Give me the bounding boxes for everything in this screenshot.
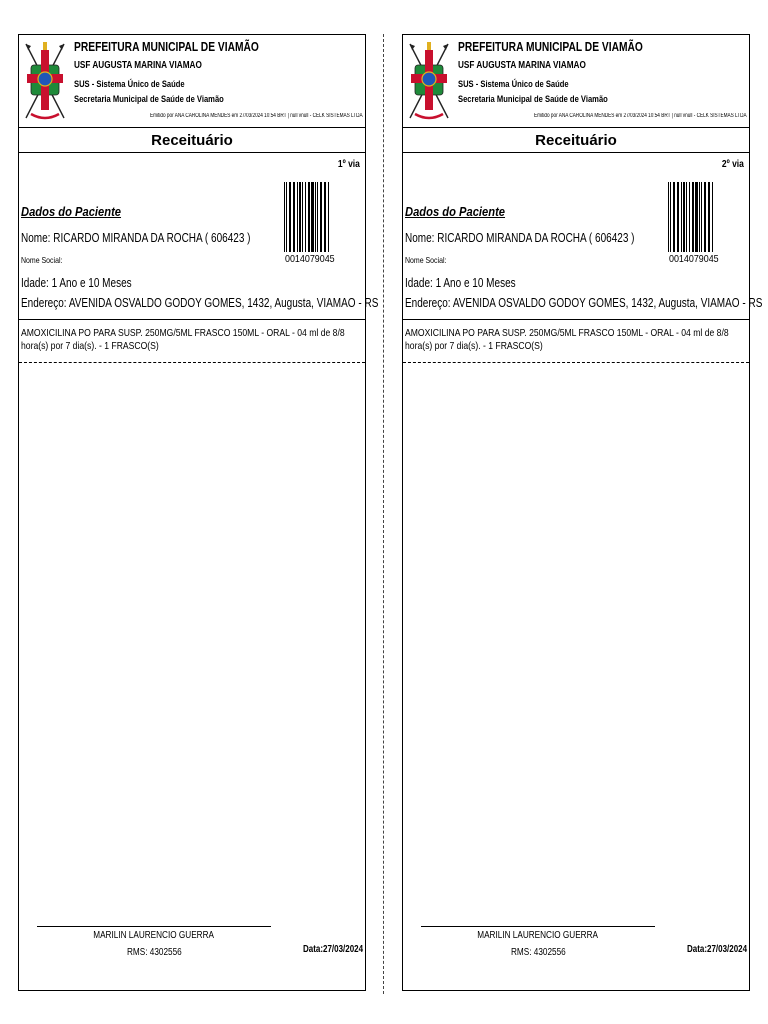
system-name: SUS - Sistema Único de Saúde: [74, 79, 185, 90]
issued-by-note: Emitido por ANA CAROLINA MENDES em 27/03/2024 10:54 BRT | null vnull - CELK SISTEMAS LTDA: [534, 113, 747, 119]
org-name: PREFEITURA MUNICIPAL DE VIAMÃO: [74, 40, 259, 54]
patient-name: Nome: RICARDO MIRANDA DA ROCHA ( 606423 ): [405, 231, 635, 245]
barcode-bar: [677, 182, 679, 252]
barcode: [668, 182, 716, 252]
barcode-bar: [305, 182, 306, 252]
barcode: [284, 182, 332, 252]
divider: [403, 152, 749, 153]
prescription-copy-1: [18, 34, 379, 991]
barcode-bar: [284, 182, 285, 252]
divider: [19, 319, 365, 320]
barcode-bar: [708, 182, 710, 252]
dashed-divider: [19, 362, 365, 363]
patient-social-name: Nome Social:: [21, 255, 63, 265]
prescription-date: Data:27/03/2024: [686, 944, 747, 955]
issued-by-note: Emitido por ANA CAROLINA MENDES em 27/03/2024 10:54 BRT | null vnull - CELK SISTEMAS LTDA: [150, 113, 363, 119]
barcode-bar: [712, 182, 713, 252]
barcode-bar: [695, 182, 698, 252]
barcode-bar: [681, 182, 682, 252]
header: [19, 35, 365, 128]
medication-line: AMOXICILINA PO PARA SUSP. 250MG/5ML FRASCO 150ML - ORAL - 04 ml de 8/8 hora(s) por 7 dia(s). - 1 FRASCO(S): [21, 327, 345, 352]
divider: [403, 319, 749, 320]
via-label: 2º via: [721, 159, 744, 170]
barcode-bar: [704, 182, 706, 252]
signature-line: [37, 926, 271, 927]
barcode-number: 0014079045: [669, 253, 719, 265]
barcode-bar: [311, 182, 314, 252]
unit-name: USF AUGUSTA MARINA VIAMAO: [458, 60, 586, 71]
coat-of-arms-icon: [406, 40, 452, 124]
barcode-bar: [701, 182, 702, 252]
prescriber-name: MARILIN LAURENCIO GUERRA: [477, 930, 599, 941]
via-label: 1º via: [337, 159, 360, 170]
patient-age: Idade: 1 Ano e 10 Meses: [21, 276, 132, 290]
barcode-bar: [297, 182, 298, 252]
barcode-number: 0014079045: [285, 253, 335, 265]
patient-section-title: Dados do Paciente: [405, 204, 506, 219]
barcode-bar: [689, 182, 690, 252]
secretariat-name: Secretaria Municipal de Saúde de Viamão: [74, 94, 224, 105]
barcode-bar: [286, 182, 287, 252]
document-title: Receituário: [151, 132, 233, 149]
cut-line: [383, 34, 384, 994]
dashed-divider: [403, 362, 749, 363]
secretariat-name: Secretaria Municipal de Saúde de Viamão: [458, 94, 608, 105]
patient-address: Endereço: AVENIDA OSVALDO GODOY GOMES, 1432, Augusta, VIAMAO - RS: [21, 296, 379, 310]
prescriber-rms: RMS: 4302556: [510, 947, 566, 958]
medication-line: AMOXICILINA PO PARA SUSP. 250MG/5ML FRASCO 150ML - ORAL - 04 ml de 8/8 hora(s) por 7 dia(s). - 1 FRASCO(S): [405, 327, 729, 352]
barcode-bar: [293, 182, 295, 252]
org-name: PREFEITURA MUNICIPAL DE VIAMÃO: [458, 40, 643, 54]
prescription-date: Data:27/03/2024: [302, 944, 363, 955]
barcode-bar: [699, 182, 700, 252]
prescriber-rms: RMS: 4302556: [126, 947, 182, 958]
barcode-bar: [315, 182, 316, 252]
barcode-bar: [317, 182, 318, 252]
barcode-bar: [668, 182, 669, 252]
prescriber-name: MARILIN LAURENCIO GUERRA: [93, 930, 215, 941]
barcode-bar: [289, 182, 291, 252]
divider: [19, 152, 365, 153]
patient-section-title: Dados do Paciente: [21, 204, 122, 219]
coat-of-arms-icon: [22, 40, 68, 124]
barcode-bar: [683, 182, 685, 252]
barcode-bar: [302, 182, 303, 252]
system-name: SUS - Sistema Único de Saúde: [458, 79, 569, 90]
barcode-bar: [308, 182, 310, 252]
barcode-bar: [324, 182, 326, 252]
barcode-bar: [320, 182, 322, 252]
patient-address: Endereço: AVENIDA OSVALDO GODOY GOMES, 1432, Augusta, VIAMAO - RS: [405, 296, 763, 310]
barcode-bar: [673, 182, 675, 252]
patient-social-name: Nome Social:: [405, 255, 447, 265]
document-title: Receituário: [535, 132, 617, 149]
barcode-bar: [299, 182, 301, 252]
unit-name: USF AUGUSTA MARINA VIAMAO: [74, 60, 202, 71]
prescription-copy-2: [402, 34, 763, 991]
barcode-bar: [692, 182, 694, 252]
header: [403, 35, 749, 128]
patient-age: Idade: 1 Ano e 10 Meses: [405, 276, 516, 290]
barcode-bar: [328, 182, 329, 252]
signature-line: [421, 926, 655, 927]
barcode-bar: [686, 182, 687, 252]
patient-name: Nome: RICARDO MIRANDA DA ROCHA ( 606423 ): [21, 231, 251, 245]
barcode-bar: [670, 182, 671, 252]
